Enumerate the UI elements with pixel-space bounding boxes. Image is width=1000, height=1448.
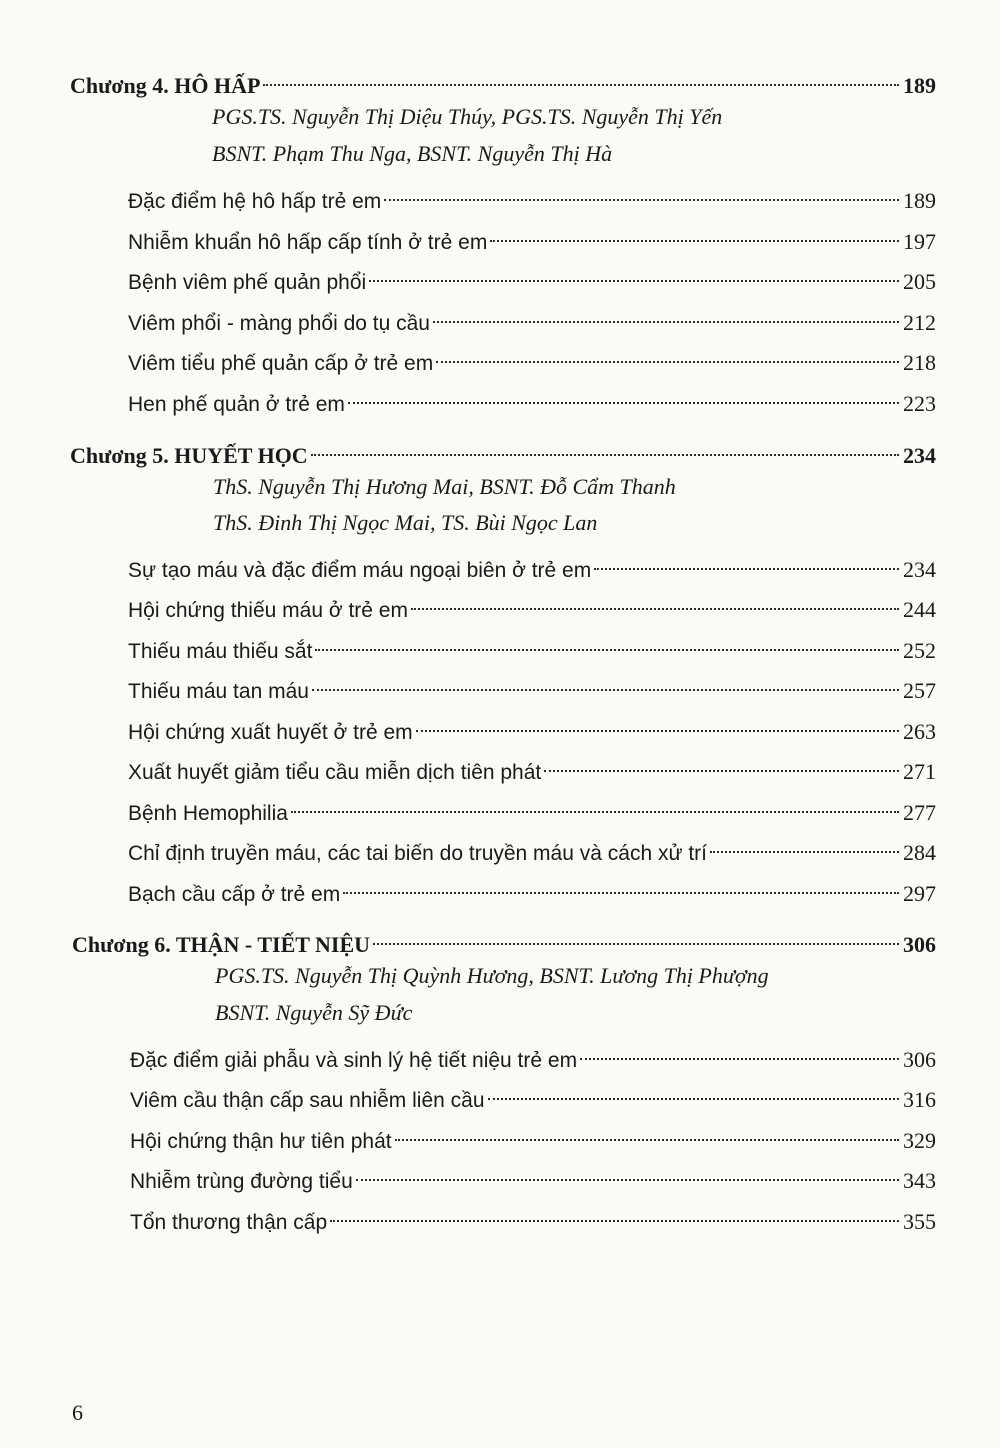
entry-title: Chỉ định truyền máu, các tai biến do truyền máu và cách xử trí <box>128 842 708 865</box>
dot-leader <box>411 587 899 617</box>
dot-leader <box>291 790 899 820</box>
dot-leader <box>580 1037 899 1067</box>
entry-title: Nhiễm trùng đường tiểu <box>130 1170 353 1193</box>
entry-page-number: 205 <box>903 269 936 294</box>
chapter-title: Chương 6. THẬN - TIẾT NIỆU <box>72 932 371 957</box>
entry-page-number: 343 <box>903 1168 936 1193</box>
entry-title: Hội chứng xuất huyết ở trẻ em <box>128 721 413 744</box>
toc-entry <box>128 668 936 707</box>
dot-leader <box>373 922 899 952</box>
dot-leader <box>395 1118 899 1148</box>
toc-entry <box>128 587 936 626</box>
dot-leader <box>343 871 899 901</box>
toc-entry <box>128 259 936 298</box>
dot-leader <box>544 749 899 779</box>
entry-page-number: 297 <box>903 881 936 906</box>
toc-entry <box>128 178 936 217</box>
chapter-authors: PGS.TS. Nguyễn Thị Diệu Thúy, PGS.TS. Nguyễn Thị Yến <box>212 104 723 129</box>
entry-page-number: 316 <box>903 1087 936 1112</box>
entry-title: Bệnh Hemophilia <box>128 802 288 825</box>
chapter-page-number: 189 <box>903 73 936 98</box>
dot-leader <box>330 1199 899 1229</box>
entry-page-number: 284 <box>903 840 936 865</box>
chapter-heading <box>70 433 936 471</box>
chapter-authors: BSNT. Phạm Thu Nga, BSNT. Nguyễn Thị Hà <box>212 141 613 166</box>
toc-entry <box>128 219 936 258</box>
toc-entry <box>128 340 936 379</box>
entry-page-number: 212 <box>903 310 936 335</box>
dot-leader <box>488 1077 900 1107</box>
entry-title: Bạch cầu cấp ở trẻ em <box>128 883 341 906</box>
chapter-title: Chương 4. HÔ HẤP <box>70 73 261 98</box>
dot-leader <box>312 668 899 698</box>
dot-leader <box>356 1158 899 1188</box>
chapter-authors: BSNT. Nguyễn Sỹ Đức <box>215 1000 413 1025</box>
chapter-heading <box>70 63 936 101</box>
entry-title: Hội chứng thận hư tiên phát <box>130 1130 392 1153</box>
entry-title: Xuất huyết giảm tiểu cầu miễn dịch tiên phát <box>128 761 542 784</box>
entry-page-number: 223 <box>903 391 936 416</box>
chapter-authors: PGS.TS. Nguyễn Thị Quỳnh Hương, BSNT. Lương Thị Phượng <box>215 963 769 988</box>
toc-entry <box>128 790 936 829</box>
toc-entry <box>128 830 936 869</box>
entry-title: Thiếu máu thiếu sắt <box>128 640 313 663</box>
toc-entry <box>128 300 936 339</box>
entry-page-number: 263 <box>903 719 936 744</box>
entry-title: Viêm tiểu phế quản cấp ở trẻ em <box>128 352 434 375</box>
entry-title: Sự tạo máu và đặc điểm máu ngoại biên ở trẻ em <box>128 559 592 582</box>
dot-leader <box>416 709 899 739</box>
entry-title: Hội chứng thiếu máu ở trẻ em <box>128 599 408 622</box>
dot-leader <box>433 300 899 330</box>
dot-leader <box>263 63 899 93</box>
toc-entry <box>128 547 936 586</box>
entry-page-number: 355 <box>903 1209 936 1234</box>
toc-entry <box>130 1199 936 1238</box>
toc-entry <box>130 1118 936 1157</box>
entry-title: Viêm phổi - màng phổi do tụ cầu <box>128 312 430 335</box>
entry-title: Đặc điểm hệ hô hấp trẻ em <box>128 190 382 213</box>
entry-page-number: 218 <box>903 350 936 375</box>
chapter-authors: ThS. Nguyễn Thị Hương Mai, BSNT. Đỗ Cẩm Thanh <box>213 474 676 499</box>
entry-title: Tổn thương thận cấp <box>130 1211 328 1234</box>
entry-page-number: 189 <box>903 188 936 213</box>
entry-title: Viêm cầu thận cấp sau nhiễm liên cầu <box>130 1089 485 1112</box>
entry-page-number: 271 <box>903 759 936 784</box>
dot-leader <box>490 219 899 249</box>
entry-title: Đặc điểm giải phẫu và sinh lý hệ tiết niệu trẻ em <box>130 1049 578 1072</box>
entry-page-number: 257 <box>903 678 936 703</box>
dot-leader <box>311 433 899 463</box>
chapter-authors: ThS. Đinh Thị Ngọc Mai, TS. Bùi Ngọc Lan <box>213 510 598 535</box>
chapter-page-number: 234 <box>903 443 936 468</box>
entry-page-number: 252 <box>903 638 936 663</box>
entry-title: Bệnh viêm phế quản phổi <box>128 271 367 294</box>
entry-title: Nhiễm khuẩn hô hấp cấp tính ở trẻ em <box>128 231 488 254</box>
entry-page-number: 306 <box>903 1047 936 1072</box>
entry-title: Hen phế quản ở trẻ em <box>128 393 345 416</box>
entry-page-number: 244 <box>903 597 936 622</box>
entry-page-number: 277 <box>903 800 936 825</box>
page-number: 6 <box>72 1400 83 1425</box>
dot-leader <box>384 178 899 208</box>
dot-leader <box>369 259 899 289</box>
toc-entry <box>128 749 936 788</box>
entry-page-number: 234 <box>903 557 936 582</box>
toc-entry <box>130 1158 936 1197</box>
entry-title: Thiếu máu tan máu <box>128 680 309 703</box>
chapter-title: Chương 5. HUYẾT HỌC <box>70 443 308 468</box>
entry-page-number: 197 <box>903 229 936 254</box>
toc-entry <box>128 709 936 748</box>
chapter-heading <box>72 922 936 960</box>
dot-leader <box>594 547 899 577</box>
chapter-page-number: 306 <box>903 932 936 957</box>
dot-leader <box>710 830 899 860</box>
dot-leader <box>315 628 899 658</box>
toc-entry <box>128 871 936 910</box>
toc-entry <box>128 381 936 420</box>
dot-leader <box>348 381 899 411</box>
dot-leader <box>436 340 899 370</box>
toc-entry <box>130 1077 936 1116</box>
toc-entry <box>130 1037 936 1076</box>
toc-entry <box>128 628 936 667</box>
entry-page-number: 329 <box>903 1128 936 1153</box>
